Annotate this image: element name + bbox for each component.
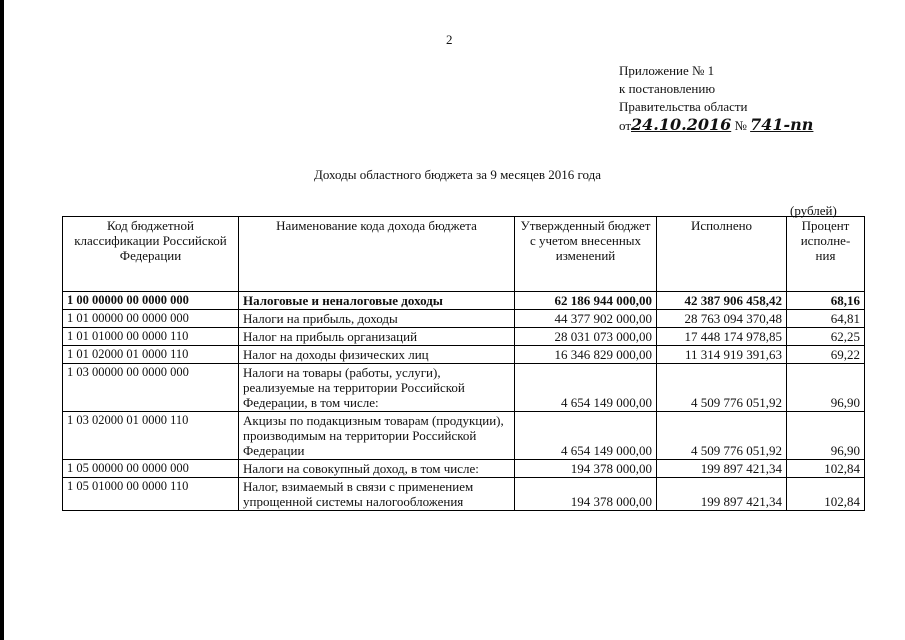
cell-executed: 199 897 421,34 (657, 478, 787, 511)
handwritten-number: 741-пп (750, 115, 814, 134)
cell-percent: 96,90 (787, 364, 865, 412)
cell-code: 1 01 00000 00 0000 000 (63, 310, 239, 328)
cell-code: 1 03 02000 01 0000 110 (63, 412, 239, 460)
header-name: Наименование кода дохода бюджета (239, 217, 515, 292)
appendix-date-line (619, 116, 813, 135)
appendix-line-2: к постановлению (619, 81, 716, 96)
header-percent: Процент исполне-ния (787, 217, 865, 292)
table-row (63, 460, 865, 478)
table-row (63, 412, 865, 460)
cell-approved: 4 654 149 000,00 (515, 412, 657, 460)
units-label: (рублей) (790, 203, 837, 218)
cell-name: Налоги на совокупный доход, в том числе: (239, 460, 515, 478)
cell-percent: 64,81 (787, 310, 865, 328)
cell-executed: 28 763 094 370,48 (657, 310, 787, 328)
header-code: Код бюджетной классификации Российской Федерации (63, 217, 239, 292)
cell-name: Налоги на товары (работы, услуги), реализуемые на территории Российской Федерации, в том числе: (239, 364, 515, 412)
cell-approved: 16 346 829 000,00 (515, 346, 657, 364)
cell-executed: 17 448 174 978,85 (657, 328, 787, 346)
cell-approved: 194 378 000,00 (515, 460, 657, 478)
cell-name: Налог, взимаемый в связи с применением упрощенной системы налогообложения (239, 478, 515, 511)
cell-executed: 42 387 906 458,42 (657, 292, 787, 310)
page-number: 2 (446, 32, 453, 47)
cell-name: Налоги на прибыль, доходы (239, 310, 515, 328)
cell-code: 1 00 00000 00 0000 000 (63, 292, 239, 310)
cell-code: 1 03 00000 00 0000 000 (63, 364, 239, 412)
header-approved: Утвержденный бюджет с учетом внесенных изменений (515, 217, 657, 292)
cell-percent: 62,25 (787, 328, 865, 346)
cell-approved: 194 378 000,00 (515, 478, 657, 511)
table-header-row (63, 217, 865, 292)
cell-percent: 69,22 (787, 346, 865, 364)
number-prefix: № (734, 118, 747, 133)
table-row (63, 478, 865, 511)
table-row (63, 346, 865, 364)
cell-percent: 102,84 (787, 460, 865, 478)
table-row (63, 310, 865, 328)
cell-percent: 102,84 (787, 478, 865, 511)
cell-percent: 68,16 (787, 292, 865, 310)
budget-table (62, 216, 865, 511)
cell-approved: 4 654 149 000,00 (515, 364, 657, 412)
cell-name: Налоговые и неналоговые доходы (239, 292, 515, 310)
cell-percent: 96,90 (787, 412, 865, 460)
cell-approved: 44 377 902 000,00 (515, 310, 657, 328)
scan-edge-bar (0, 0, 4, 640)
document-title: Доходы областного бюджета за 9 месяцев 2016 года (313, 167, 602, 182)
cell-code: 1 01 02000 01 0000 110 (63, 346, 239, 364)
cell-name: Акцизы по подакцизным товарам (продукции), производимым на территории Российской Федерации (239, 412, 515, 460)
appendix-line-3: Правительства области (619, 99, 748, 114)
appendix-block (619, 62, 813, 135)
table-row (63, 364, 865, 412)
table-row (63, 292, 865, 310)
cell-executed: 11 314 919 391,63 (657, 346, 787, 364)
header-executed: Исполнено (657, 217, 787, 292)
cell-executed: 199 897 421,34 (657, 460, 787, 478)
appendix-line-1: Приложение № 1 (619, 63, 715, 78)
cell-code: 1 05 01000 00 0000 110 (63, 478, 239, 511)
cell-executed: 4 509 776 051,92 (657, 412, 787, 460)
table-row (63, 328, 865, 346)
cell-code: 1 05 00000 00 0000 000 (63, 460, 239, 478)
handwritten-date: 24.10.2016 (631, 115, 732, 134)
cell-executed: 4 509 776 051,92 (657, 364, 787, 412)
cell-name: Налог на прибыль организаций (239, 328, 515, 346)
cell-approved: 62 186 944 000,00 (515, 292, 657, 310)
date-prefix: от (619, 118, 632, 133)
cell-approved: 28 031 073 000,00 (515, 328, 657, 346)
cell-code: 1 01 01000 00 0000 110 (63, 328, 239, 346)
cell-name: Налог на доходы физических лиц (239, 346, 515, 364)
